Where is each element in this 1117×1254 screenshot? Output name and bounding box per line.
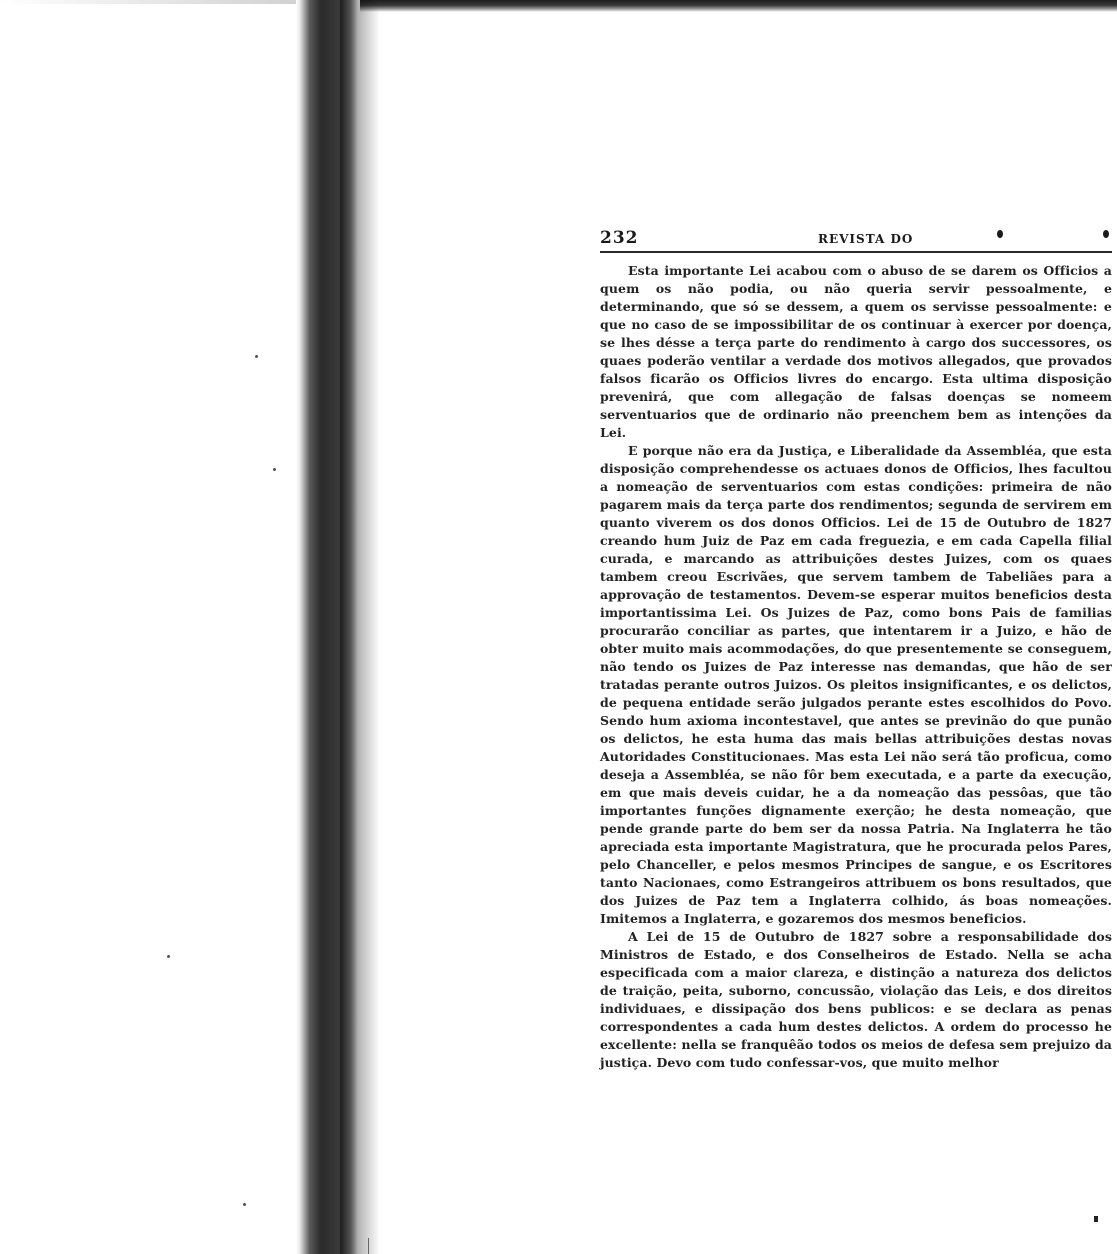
header-rule — [600, 251, 1112, 253]
page-number: 232 — [600, 228, 639, 248]
paragraph: Esta importante Lei acabou com o abuso de se darem os Officios a quem os não podia, ou não queria servir pessoalmente, e determinando, que só se dessem, a quem os servisse pessoalmente: e que no caso de se impossibilitar de os continuar à exercer por doença, se lhes désse a terça parte do rendimento à cargo dos successores, os quaes poderão ventilar a verdade dos motivos allegados, que provados falsos ficarão os Officios livres do encargo. Esta ultima disposição prevenirá, que com allegação de falsas doenças se nomeem serventuarios que de ordinario não preenchem bem as intenções da Lei. — [600, 263, 1112, 440]
scan-speck — [273, 468, 276, 471]
running-head: REVISTA DO — [818, 232, 914, 246]
page-header — [600, 228, 1112, 254]
scan-speck — [243, 1203, 246, 1206]
top-paper-edge-left — [0, 0, 300, 4]
ink-blot — [1094, 1216, 1098, 1222]
gutter-shadow — [340, 0, 380, 1254]
body-text — [600, 262, 1112, 1072]
top-paper-edge — [360, 0, 1117, 12]
paragraph: E porque não era da Justiça, e Liberalidade da Assembléa, que esta disposição comprehendesse os actuaes donos de Officios, lhes facultou a nomeação de serventuarios com estas condições: primeira de não pagarem mais da terça parte dos rendimentos; segunda de servirem em quanto viverem os dos donos Officios. Lei de 15 de Outubro de 1827 creando hum Juiz de Paz em cada freguezia, e em cada Capella filial curada, e marcando as attribuições destes Juizes, com os quaes tambem creou Escrivães, que servem tambem de Tabeliães para a approvação de testamentos. Devem-se esperar muitos beneficios desta importantissima Lei. Os Juizes de Paz, como bons Pais de familias procurarão conciliar as partes, que intentarem ir a Juizo, e hão de obter muito mais acommodações, do que presentemente se conseguem, não tendo os Juizes de Paz interesse nas demandas, que hão de ser tratadas perante outros Juizos. Os pleitos insignificantes, e os delictos, de pequena entidade serão julgados perante estes escolhidos do Povo. Sendo hum axioma incontestavel, que antes se previnão do que punão os delictos, he esta huma das mais bellas attribuições destas novas Autoridades Constitucionaes. Mas esta Lei não será tão proficua, como deseja a Assembléa, se não fôr bem executada, e a parte da execução, em que mais deveis cuidar, he a da nomeação das pessôas, que tão importantes funções dignamente exerção; he desta nomeação, que pende grande parte do bem ser da nossa Patria. Na Inglaterra he tão apreciada esta importante Magistratura, que he procurada pelos Pares, pelo Chanceller, e pelos mesmos Principes de sangue, e os Escritores tanto Nacionaes, como Estrangeiros attribuem os bons resultados, que dos Juizes de Paz tem a Inglaterra colhido, ás boas nomeações. Imitemos a Inglaterra, e gozaremos dos mesmos beneficios. — [600, 443, 1112, 926]
ink-blot — [997, 230, 1003, 238]
paragraph: A Lei de 15 de Outubro de 1827 sobre a responsabilidade dos Ministros de Estado, e dos Conselheiros de Estado. Nella se acha especificada com a maior clareza, e distinção a natureza dos delictos de traição, peita, suborno, concussão, violação das Leis, e dos direitos individuaes, e dissipação dos bens publicos: e se declara as penas correspondentes a cada hum destes delictos. A ordem do processo he excellente: nella se franquêão todos os meios de defesa sem prejuizo da justiça. Devo com tudo confessar-vos, que muito melhor — [600, 929, 1112, 1070]
scan-speck — [167, 955, 170, 958]
ink-blot — [1103, 230, 1109, 238]
scan-speck — [255, 355, 258, 358]
scan-tick — [368, 1238, 369, 1254]
